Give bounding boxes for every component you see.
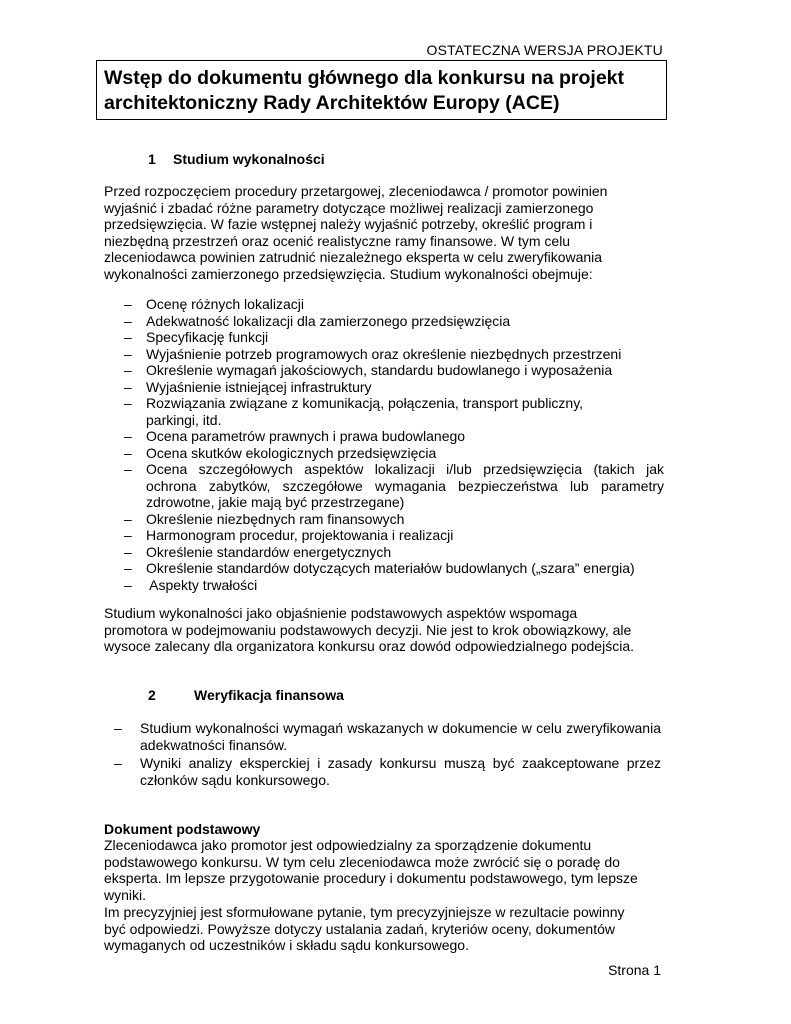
- base-document-heading: Dokument podstawowy: [104, 821, 261, 837]
- section-1-closing-paragraph: [104, 605, 664, 655]
- list-item-text: Ocena szczegółowych aspektów lokalizacji i/lub przedsięwzięcia (takich jak ochrona zabytków, szczegółowe wymagania bezpieczeństwa lub parametry zdrowotne, jakie mają być przestrzegane): [146, 461, 664, 510]
- section-1-heading: [148, 151, 325, 167]
- list-item: [124, 329, 664, 346]
- list-item: [124, 544, 664, 561]
- dash-bullet: –: [124, 296, 132, 312]
- section-1-title: Studium wykonalności: [173, 151, 325, 167]
- closing-line: wysoce zalecany dla organizatora konkursu oraz dowód odpowiedzialnego podejścia.: [104, 638, 634, 654]
- list-item-text: Specyfikację funkcji: [146, 329, 269, 345]
- closing-line: promotora w podejmowaniu podstawowych decyzji. Nie jest to krok obowiązkowy, ale: [104, 621, 632, 638]
- list-item: [124, 379, 664, 396]
- intro-line: niezbędną przestrzeń oraz ocenić realistyczne ramy finansowe. W tym celu: [104, 232, 571, 249]
- feasibility-scope-list: [124, 296, 664, 593]
- section-2-heading: [148, 687, 344, 703]
- dash-bullet: –: [124, 543, 132, 560]
- dash-bullet: –: [114, 755, 122, 771]
- intro-line: przedsięwzięcia. W fazie wstępnej należy wyjaśnić potrzeby, określić program i: [104, 216, 593, 232]
- list-item: [124, 346, 664, 363]
- list-item-text: Adekwatność lokalizacji dla zamierzonego przedsięwzięcia: [146, 312, 511, 329]
- paragraph-line: wyniki.: [104, 886, 147, 903]
- section-2-title: Weryfikacja finansowa: [194, 687, 344, 703]
- list-item: [114, 755, 661, 788]
- paragraph-line: podstawowego konkursu. W tym celu zleceniodawca może zwrócić się o poradę do: [104, 853, 620, 870]
- list-item-text: Wyniki analizy eksperckiej i zasady konkursu muszą być zaakceptowane przez członków sądu konkursowego.: [140, 755, 661, 788]
- document-title-line-1: Wstęp do dokumentu głównego dla konkursu na projekt: [104, 67, 625, 89]
- dash-bullet: –: [124, 510, 132, 527]
- base-document-paragraph-2: [104, 904, 664, 954]
- dash-bullet: –: [124, 329, 132, 345]
- list-item-text: Określenie wymagań jakościowych, standardu budowlanego i wyposażenia: [146, 362, 613, 378]
- intro-line: wyjaśnić i zbadać różne parametry dotyczące możliwej realizacji zamierzonego: [104, 199, 594, 216]
- financial-verification-list: [114, 720, 661, 790]
- intro-line: wykonalności zamierzonego przedsięwzięcia. Studium wykonalności obejmuje:: [104, 265, 593, 282]
- list-item: [124, 527, 664, 544]
- intro-line: zleceniodawca powinien zatrudnić niezależnego eksperta w celu zweryfikowania: [104, 249, 603, 265]
- list-item: [124, 577, 664, 594]
- list-item: [124, 362, 664, 379]
- dash-bullet: –: [124, 345, 132, 362]
- list-item-text: Określenie standardów dotyczących materiałów budowlanych („szara” energia): [146, 560, 635, 576]
- list-item-text: Harmonogram procedur, projektowania i realizacji: [146, 527, 454, 543]
- dash-bullet: –: [124, 428, 132, 444]
- dash-bullet: –: [124, 576, 132, 593]
- paragraph-line: być odpowiedzi. Powyższe dotyczy ustalania zadań, kryteriów oceny, dokumentów: [104, 920, 615, 937]
- list-item-text: Wyjaśnienie istniejącej infrastruktury: [146, 378, 372, 395]
- list-item: [124, 461, 664, 511]
- dash-bullet: –: [124, 560, 132, 576]
- dash-bullet: –: [124, 378, 132, 395]
- paragraph-line: Im precyzyjniej jest sformułowane pytanie, tym precyzyjniejsze w rezultacie powinny: [104, 904, 625, 920]
- dash-bullet: –: [124, 461, 132, 477]
- paragraph-line: Zleceniodawca jako promotor jest odpowiedzialny za sporządzenie dokumentu: [104, 837, 592, 853]
- list-item: [124, 511, 664, 528]
- list-item-text: Ocena skutków ekologicznych przedsięwzięcia: [146, 444, 437, 461]
- list-item: [124, 296, 664, 313]
- dash-bullet: –: [124, 362, 132, 378]
- list-item-text: Określenie standardów energetycznych: [146, 543, 392, 560]
- paragraph-line: eksperta. Im lepsze przygotowanie procedury i dokumentu podstawowego, tym lepsze: [104, 870, 638, 886]
- list-item-text: Aspekty trwałości: [146, 576, 258, 593]
- dash-bullet: –: [124, 527, 132, 543]
- document-title-line-2: architektoniczny Rady Architektów Europy (ACE): [104, 92, 560, 114]
- list-item-text: Studium wykonalności wymagań wskazanych w dokumencie w celu zweryfikowania adekwatności finansów.: [140, 720, 661, 753]
- list-item: [124, 313, 664, 330]
- list-item: [124, 428, 664, 445]
- section-2-number: 2: [148, 687, 156, 703]
- dash-bullet: –: [124, 444, 132, 461]
- intro-line: Przed rozpoczęciem procedury przetargowej, zleceniodawca / promotor powinien: [104, 183, 608, 199]
- dash-bullet: –: [124, 312, 132, 329]
- dash-bullet: –: [124, 395, 132, 411]
- list-item-text: Rozwiązania związane z komunikacją, połączenia, transport publiczny, parkingi, itd.: [146, 395, 584, 428]
- section-1-intro-paragraph: [104, 183, 664, 282]
- document-status-label: OSTATECZNA WERSJA PROJEKTU: [426, 42, 663, 58]
- base-document-paragraph-1: [104, 837, 664, 903]
- list-item-text: Ocena parametrów prawnych i prawa budowlanego: [146, 428, 466, 444]
- list-item-text: Wyjaśnienie potrzeb programowych oraz określenie niezbędnych przestrzeni: [146, 345, 622, 362]
- page-number-label: Strona 1: [608, 962, 661, 978]
- document-title-box: [96, 60, 667, 120]
- list-item: [124, 560, 664, 577]
- list-item: [114, 720, 661, 753]
- dash-bullet: –: [114, 720, 122, 736]
- list-item: [124, 445, 664, 462]
- paragraph-line: wymaganych od uczestników i składu sądu konkursowego.: [104, 937, 469, 953]
- list-item-text: Ocenę różnych lokalizacji: [146, 296, 304, 312]
- closing-line: Studium wykonalności jako objaśnienie podstawowych aspektów wspomaga: [104, 605, 578, 621]
- list-item: [124, 395, 664, 428]
- section-1-number: 1: [148, 151, 156, 167]
- list-item-text: Określenie niezbędnych ram finansowych: [146, 510, 405, 527]
